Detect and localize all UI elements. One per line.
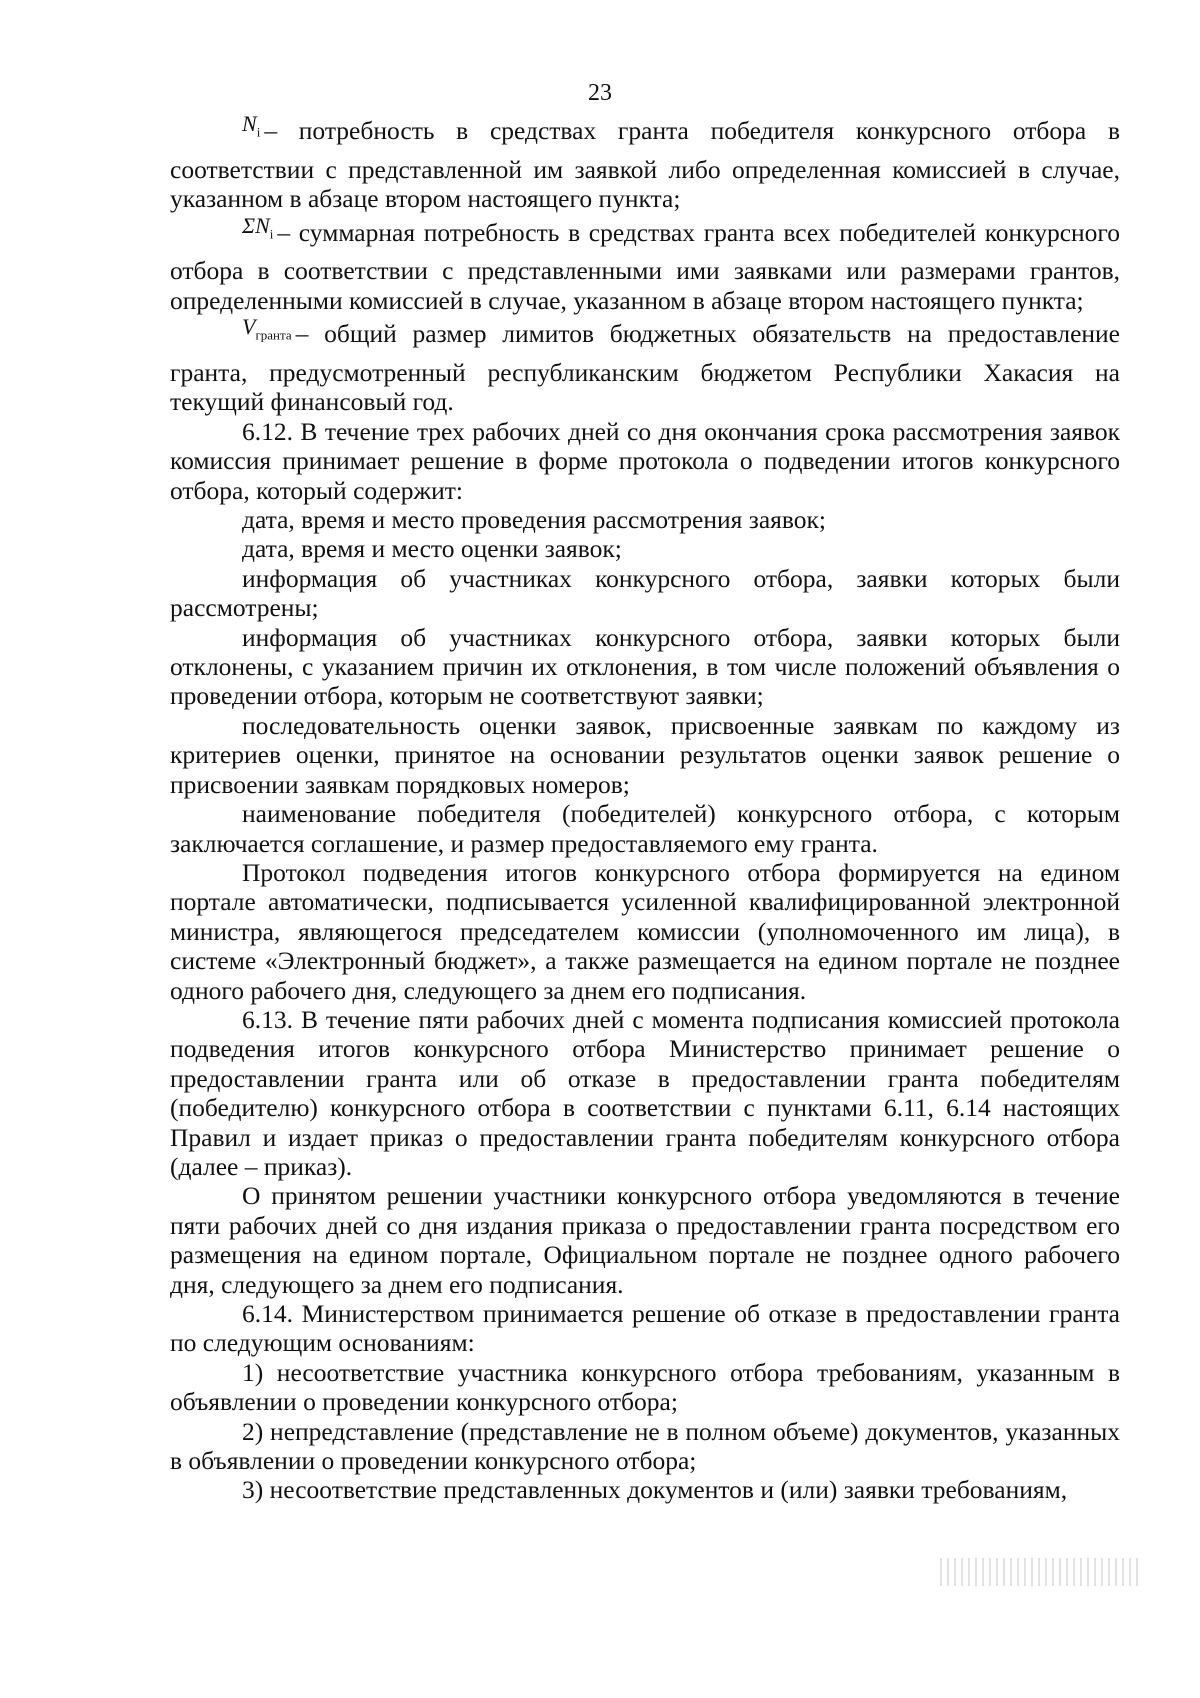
paragraph: 6.12. В течение трех рабочих дней со дня окончания срока рассмотрения заявок комиссия принимает решение в форме протокола о подведении итогов конкурсного отбора, который содержит: <box>170 416 1120 505</box>
list-item: 1) несоответствие участника конкурсного отбора требованиям, указанным в объявлении о проведении конкурсного отбора; <box>170 1357 1120 1417</box>
paragraph: Протокол подведения итогов конкурсного отбора формируется на едином портале автоматически, подписывается усиленной квалифицированной электронной министра, являющегося председателем комиссии (уполномоченного им лица), в системе «Электронный бюджет», а также размещается на едином портале не позднее одного рабочего дня, следующего за днем его подписания. <box>170 857 1120 1005</box>
paragraph: 6.13. В течение пяти рабочих дней с момента подписания комиссией протокола подведения итогов конкурсного отбора Министерство принимает решение о предоставлении гранта или об отказе в предоставлении гранта победителям (победителю) конкурсного отбора в соответствии с пунктами 6.11, 6.14 настоящих Правил и издает приказ о предоставлении гранта победителям конкурсного отбора (далее – приказ). <box>170 1004 1120 1181</box>
definition-ni <box>170 111 1120 214</box>
definition-text: – потребность в средствах гранта победителя конкурсного отбора в соответствии с представленной им заявкой либо определенная комиссией в случае, указанном в абзаце втором настоящего пункта; <box>170 116 1120 214</box>
page-number: 23 <box>588 80 612 106</box>
definition-sum-ni <box>170 212 1120 316</box>
formula-symbol: $\Sigma N_i$ <box>242 212 274 241</box>
list-item: 2) непредставление (представление не в полном объеме) документов, указанных в объявлении о проведении конкурсного отбора; <box>170 1416 1120 1476</box>
formula-symbol: $N_i$ <box>242 111 261 140</box>
definition-v-granta <box>170 314 1120 417</box>
document-body <box>170 111 1120 1505</box>
list-item: информация об участниках конкурсного отбора, заявки которых были отклонены, с указанием причин их отклонения, в том числе положений объявления о проведении отбора, которым не соответствуют заявки; <box>170 622 1120 711</box>
definition-text: – суммарная потребность в средствах гранта всех победителей конкурсного отбора в соответствии с представленными ими заявками или размерами грантов, определенными комиссией в случае, указанном в абзаце втором настоящего пункта; <box>170 217 1120 315</box>
scan-artifact <box>940 1558 1140 1586</box>
list-item: наименование победителя (победителей) конкурсного отбора, с которым заключается соглашение, и размер предоставляемого ему гранта. <box>170 799 1120 858</box>
list-item: дата, время и место оценки заявок; <box>242 534 622 564</box>
paragraph: О принятом решении участники конкурсного отбора уведомляются в течение пяти рабочих дней со дня издания приказа о предоставлении гранта посредством его размещения на едином портале, Официальном портале не позднее одного рабочего дня, следующего за днем его подписания. <box>170 1181 1120 1299</box>
list-item: информация об участниках конкурсного отбора, заявки которых были рассмотрены; <box>170 563 1120 623</box>
paragraph: 6.14. Министерством принимается решение об отказе в предоставлении гранта по следующим основаниям: <box>170 1299 1120 1358</box>
list-item: 3) несоответствие представленных документов и (или) заявки требованиям, <box>242 1475 1068 1505</box>
definition-text: – общий размер лимитов бюджетных обязательств на предоставление гранта, предусмотренный республиканским бюджетом Республики Хакасия на текущий финансовый год. <box>170 319 1120 417</box>
list-item: последовательность оценки заявок, присвоенные заявкам по каждому из критериев оценки, принятое на основании результатов оценки заявок решение о присвоении заявкам порядковых номеров; <box>170 710 1120 799</box>
formula-symbol: $V_{гранта}$ <box>242 314 292 343</box>
list-item: дата, время и место проведения рассмотрения заявок; <box>242 505 826 535</box>
